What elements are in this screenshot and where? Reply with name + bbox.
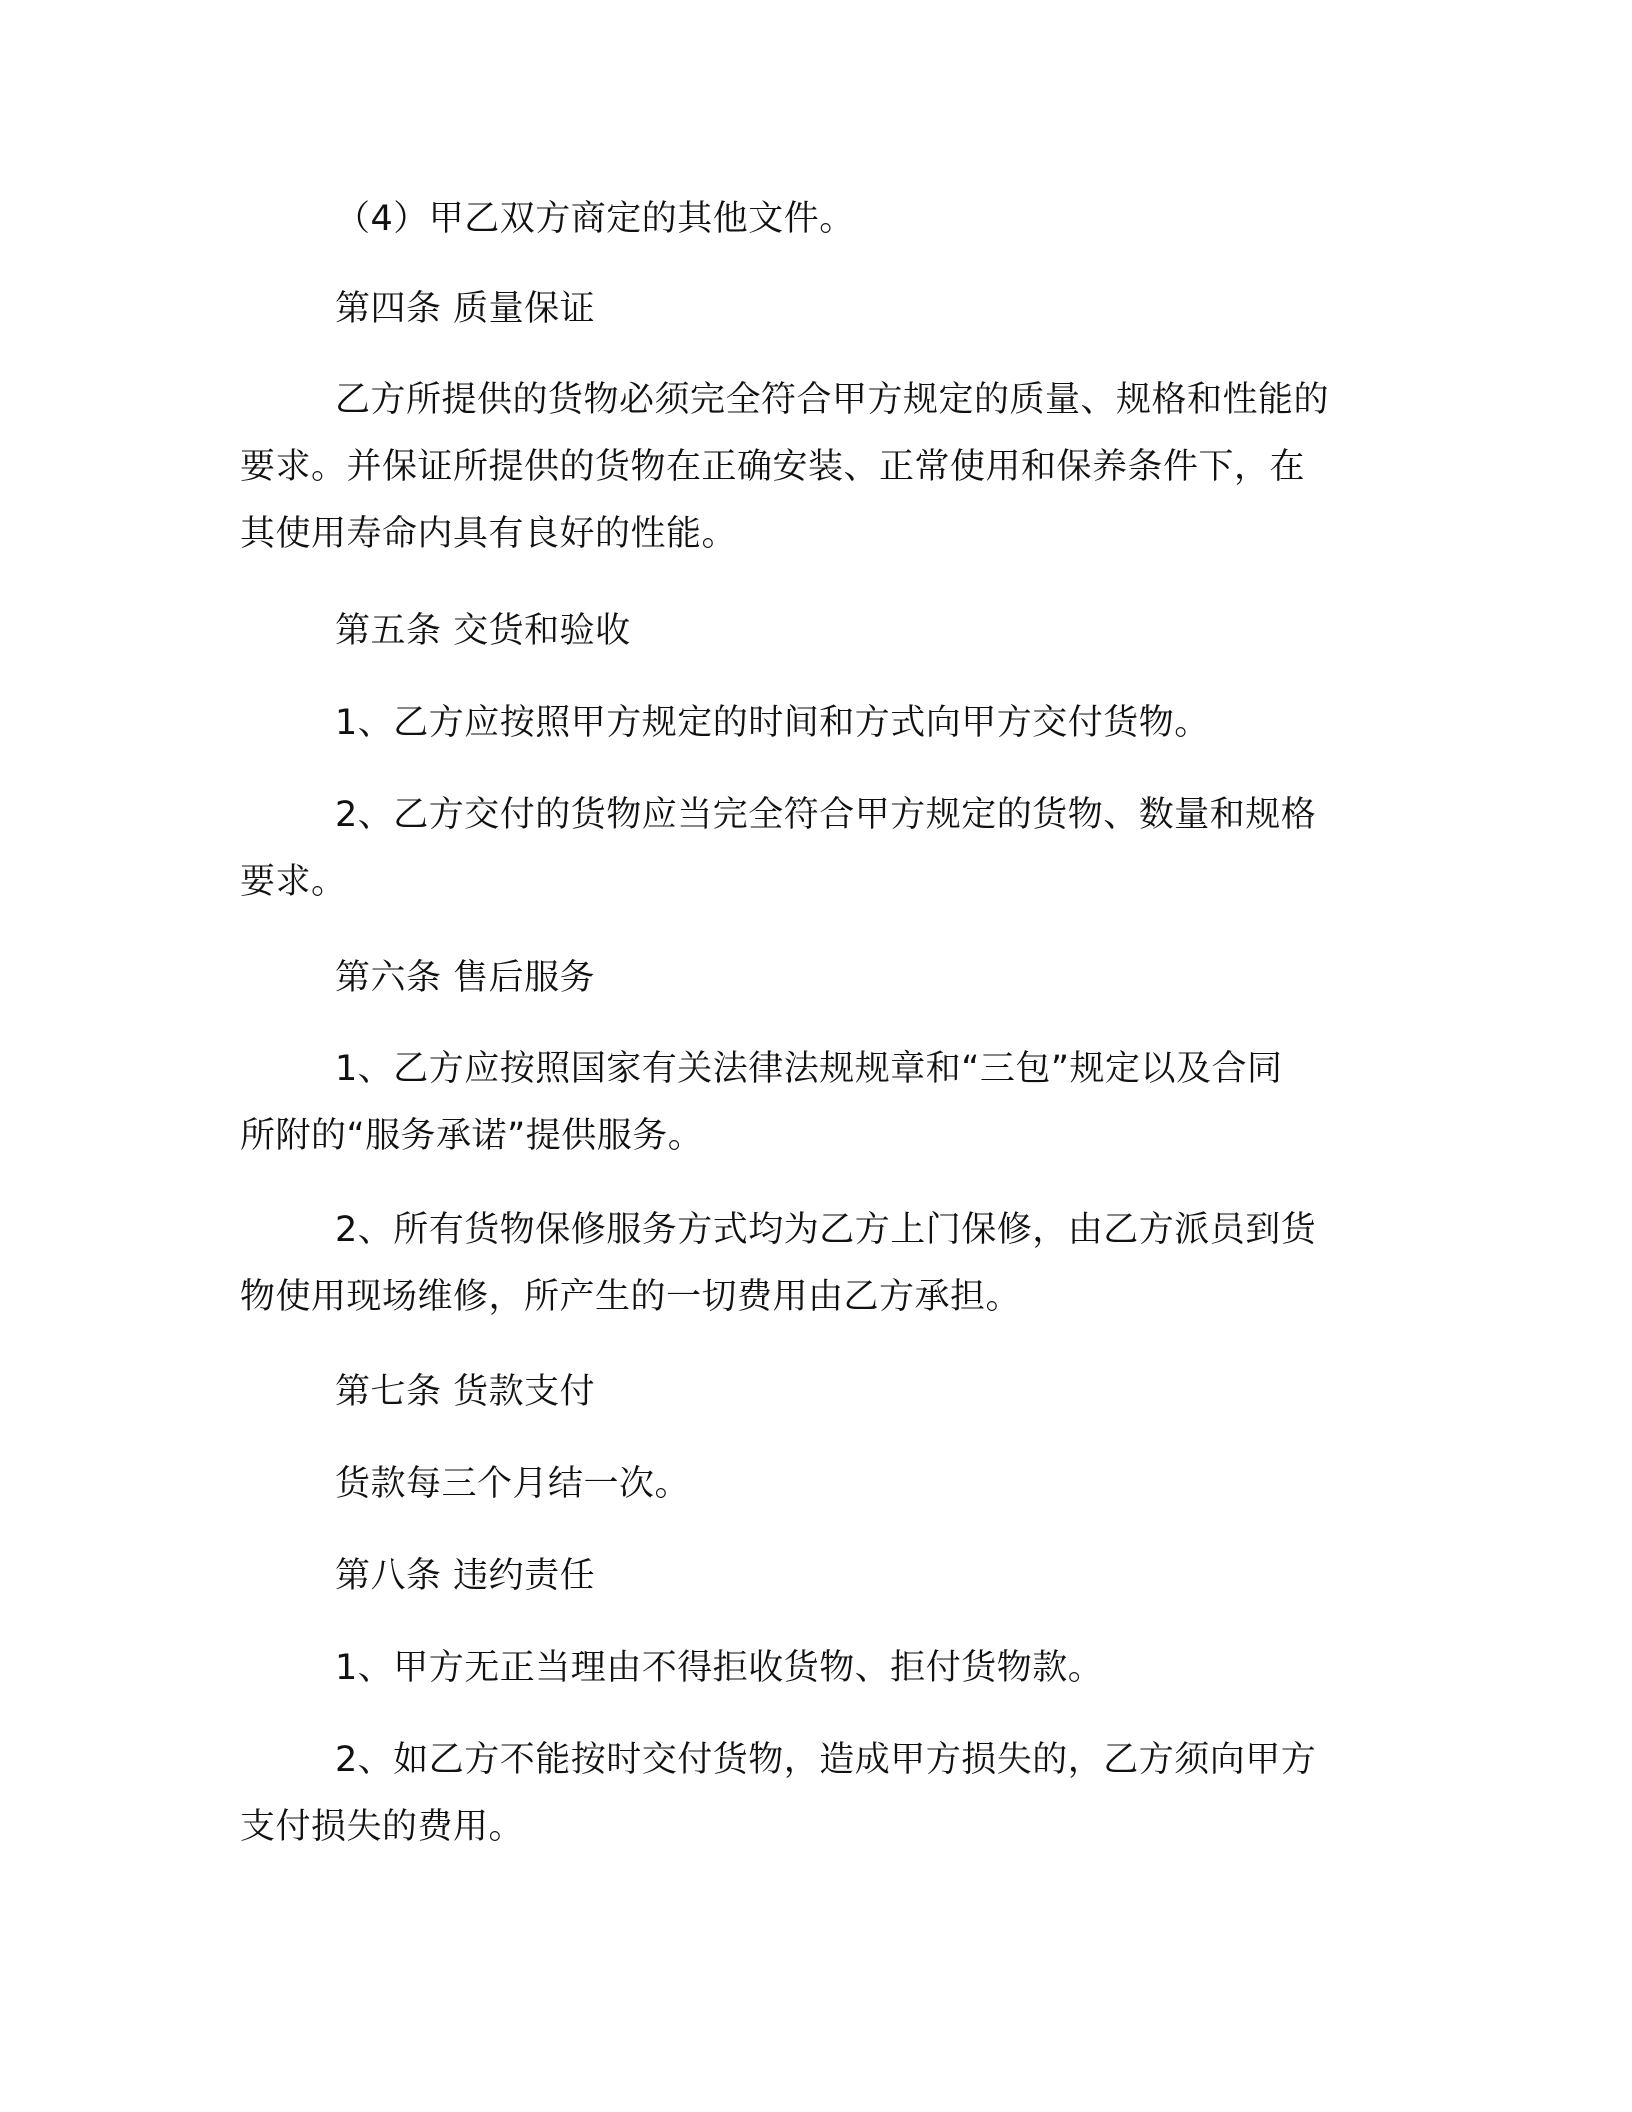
paragraph-line: 乙方所提供的货物必须完全符合甲方规定的质量、规格和性能的 xyxy=(335,380,1330,420)
article-4-heading: 第四条 质量保证 xyxy=(335,289,596,329)
paragraph-line: 2、乙方交付的货物应当完全符合甲方规定的货物、数量和规格 xyxy=(335,795,1317,835)
paragraph-line: 物使用现场维修，所产生的一切费用由乙方承担。 xyxy=(240,1277,1022,1317)
article-6-clause-1 xyxy=(240,1036,1370,1170)
paragraph-line: 要求。 xyxy=(240,862,347,902)
paragraph-line: 所附的“服务承诺”提供服务。 xyxy=(240,1116,704,1156)
article-8-clause-2 xyxy=(240,1727,1370,1861)
paragraph-line: 要求。并保证所提供的货物在正确安装、正常使用和保养条件下，在 xyxy=(240,447,1306,487)
paragraph-line: 2、如乙方不能按时交付货物，造成甲方损失的，乙方须向甲方 xyxy=(335,1740,1317,1780)
article-5-clause-2 xyxy=(240,782,1370,916)
article-5-clause-1: 1、乙方应按照甲方规定的时间和方式向甲方交付货物。 xyxy=(335,703,1210,743)
article-8-clause-1: 1、甲方无正当理由不得拒收货物、拒付货物款。 xyxy=(335,1648,1104,1688)
paragraph-line: 支付损失的费用。 xyxy=(240,1807,525,1847)
article-7-body: 货款每三个月结一次。 xyxy=(335,1464,691,1504)
article-5-heading: 第五条 交货和验收 xyxy=(335,611,631,651)
list-item-4: （4）甲乙双方商定的其他文件。 xyxy=(335,199,855,239)
article-6-clause-2 xyxy=(240,1197,1370,1331)
article-8-heading: 第八条 违约责任 xyxy=(335,1556,596,1596)
article-6-heading: 第六条 售后服务 xyxy=(335,958,596,998)
paragraph-line: 1、乙方应按照国家有关法律法规规章和“三包”规定以及合同 xyxy=(335,1049,1283,1089)
article-7-heading: 第七条 货款支付 xyxy=(335,1372,596,1412)
article-4-paragraph xyxy=(240,367,1370,568)
paragraph-line: 其使用寿命内具有良好的性能。 xyxy=(240,514,738,554)
paragraph-line: 2、所有货物保修服务方式均为乙方上门保修，由乙方派员到货 xyxy=(335,1210,1317,1250)
